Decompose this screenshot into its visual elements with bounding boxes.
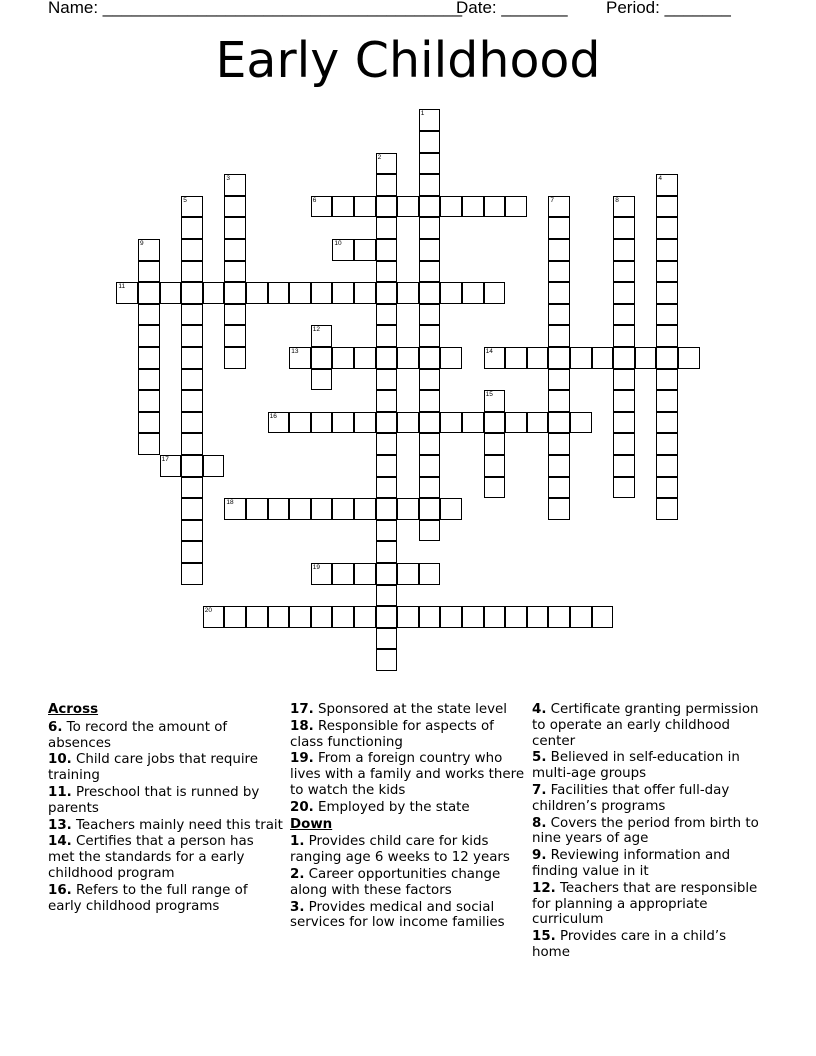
clue-down-12: 12. Teachers that are responsible for planning a appropriate curriculum (532, 880, 758, 928)
crossword-cell[interactable] (505, 412, 527, 434)
crossword-cell[interactable] (138, 325, 160, 347)
crossword-cell[interactable] (224, 304, 246, 326)
crossword-cell[interactable] (419, 412, 441, 434)
crossword-cell[interactable] (181, 477, 203, 499)
crossword-cell[interactable] (289, 282, 311, 304)
crossword-cell[interactable] (181, 369, 203, 391)
crossword-cell[interactable] (354, 347, 376, 369)
crossword-cell[interactable] (419, 217, 441, 239)
crossword-cell[interactable] (181, 390, 203, 412)
crossword-cell[interactable] (138, 433, 160, 455)
crossword-cell[interactable] (376, 585, 398, 607)
crossword-cell[interactable] (376, 304, 398, 326)
crossword-cell[interactable] (505, 196, 527, 218)
crossword-cell[interactable] (570, 606, 592, 628)
crossword-cell[interactable] (246, 282, 268, 304)
crossword-cell[interactable] (440, 196, 462, 218)
crossword-cell[interactable] (656, 477, 678, 499)
crossword-cell[interactable] (613, 412, 635, 434)
crossword-cell[interactable] (138, 390, 160, 412)
crossword-cell[interactable] (548, 217, 570, 239)
clue-across-16: 16. Refers to the full range of early childhood programs (48, 882, 248, 914)
clues-column-3 (532, 702, 768, 962)
clue-number: 19 (312, 564, 321, 571)
clue-number: 5 (183, 196, 187, 204)
crossword-cell[interactable] (181, 563, 203, 585)
crossword-cell[interactable] (224, 606, 246, 628)
crossword-cell[interactable] (376, 261, 398, 283)
period-field-label: Period: _______ (606, 0, 731, 17)
clue-number: 16 (269, 412, 277, 420)
crossword-cell[interactable] (332, 347, 354, 369)
crossword-cell[interactable] (203, 282, 225, 304)
clue-number: 11 (118, 283, 126, 291)
name-field-label: Name: ______________________________________ (48, 0, 463, 17)
crossword-cell[interactable] (332, 606, 354, 628)
crossword-cell[interactable] (440, 282, 462, 304)
crossword-cell[interactable] (419, 498, 441, 520)
crossword-cell[interactable] (268, 498, 290, 520)
crossword-cell[interactable] (419, 455, 441, 477)
crossword-cell[interactable] (376, 347, 398, 369)
crossword-cell[interactable] (419, 433, 441, 455)
crossword-cell[interactable] (376, 477, 398, 499)
clue-across-10: 10. Child care jobs that require training (48, 752, 259, 784)
crossword-cell[interactable] (548, 498, 570, 520)
crossword-cell[interactable] (311, 412, 333, 434)
clue-down-7: 7. Facilities that offer full-day children’s programs (532, 782, 730, 814)
clue-down-1: 1. Provides child care for kids ranging age 6 weeks to 12 years (290, 834, 510, 866)
crossword-cell[interactable] (311, 282, 333, 304)
crossword-cell[interactable] (376, 369, 398, 391)
crossword-cell[interactable] (656, 369, 678, 391)
clue-number: 12 (312, 326, 321, 334)
crossword-cell[interactable] (419, 261, 441, 283)
clue-number: 7 (550, 196, 555, 204)
crossword-cell[interactable] (138, 261, 160, 283)
crossword-cell[interactable] (246, 498, 268, 520)
crossword-cell[interactable] (548, 282, 570, 304)
crossword-cell[interactable] (224, 325, 246, 347)
crossword-cell[interactable] (656, 196, 678, 218)
clue-number: 9 (140, 240, 144, 247)
crossword-cell[interactable] (656, 498, 678, 520)
crossword-cell[interactable] (419, 347, 441, 369)
clue-down-5: 5. Believed in self-education in multi-age groups (532, 750, 740, 782)
crossword-cell[interactable] (505, 347, 527, 369)
crossword-cell[interactable] (376, 433, 398, 455)
crossword-cell[interactable] (397, 606, 419, 628)
crossword-cell[interactable] (138, 239, 160, 261)
crossword-cell[interactable] (181, 261, 203, 283)
crossword-cell[interactable] (656, 412, 678, 434)
crossword-cell[interactable] (613, 261, 635, 283)
crossword-cell[interactable] (419, 304, 441, 326)
crossword-cell[interactable] (419, 153, 441, 175)
clue-number: 4 (658, 175, 663, 183)
crossword-cell[interactable] (570, 412, 592, 434)
crossword-cell[interactable] (678, 347, 700, 369)
crossword-cell[interactable] (419, 477, 441, 499)
crossword-cell[interactable] (397, 282, 419, 304)
crossword-cell[interactable] (484, 196, 506, 218)
crossword-cell[interactable] (181, 282, 203, 304)
crossword-cell[interactable] (289, 606, 311, 628)
clue-number: 13 (291, 348, 299, 355)
crossword-cell[interactable] (354, 498, 376, 520)
crossword-cell[interactable] (224, 347, 246, 369)
crossword-cell[interactable] (160, 455, 182, 477)
crossword-cell[interactable] (397, 412, 419, 434)
crossword-cell[interactable] (268, 412, 290, 434)
crossword-cell[interactable] (332, 196, 354, 218)
crossword-cell[interactable] (484, 606, 506, 628)
crossword-cell[interactable] (311, 498, 333, 520)
crossword-cell[interactable] (656, 282, 678, 304)
crossword-cell[interactable] (289, 347, 311, 369)
crossword-cell[interactable] (397, 563, 419, 585)
crossword-cell[interactable] (419, 390, 441, 412)
crossword-cell[interactable] (138, 282, 160, 304)
clue-across-14: 14. Certifies that a person has met the standards for a early childhood program (48, 834, 254, 881)
crossword-cell[interactable] (527, 606, 549, 628)
crossword-cell[interactable] (656, 325, 678, 347)
crossword-cell[interactable] (181, 217, 203, 239)
crossword-cell[interactable] (484, 455, 506, 477)
crossword-cell[interactable] (419, 369, 441, 391)
crossword-cell[interactable] (376, 498, 398, 520)
clue-down-4: 4. Certificate granting permission to operate an early childhood center (532, 702, 759, 749)
crossword-cell[interactable] (613, 433, 635, 455)
crossword-cell[interactable] (224, 261, 246, 283)
crossword-cell[interactable] (419, 131, 441, 153)
clue-number: 8 (615, 196, 619, 204)
clue-number: 2 (377, 153, 382, 161)
crossword-cell[interactable] (332, 498, 354, 520)
crossword-cell[interactable] (354, 563, 376, 585)
crossword-cell[interactable] (138, 304, 160, 326)
crossword-cell[interactable] (613, 239, 635, 261)
crossword-cell[interactable] (419, 196, 441, 218)
crossword-cell[interactable] (613, 325, 635, 347)
crossword-cell[interactable] (311, 563, 333, 585)
crossword-cell[interactable] (592, 606, 614, 628)
crossword-cell[interactable] (332, 239, 354, 261)
crossword-cell[interactable] (656, 239, 678, 261)
crossword-cell[interactable] (613, 455, 635, 477)
crossword-cell[interactable] (462, 282, 484, 304)
crossword-cell[interactable] (613, 369, 635, 391)
crossword-cell[interactable] (376, 563, 398, 585)
crossword-cell[interactable] (311, 196, 333, 218)
crossword-cell[interactable] (419, 563, 441, 585)
crossword-cell[interactable] (548, 325, 570, 347)
crossword-cell[interactable] (138, 347, 160, 369)
crossword-cell[interactable] (656, 455, 678, 477)
crossword-cell[interactable] (181, 541, 203, 563)
clues-column-2 (290, 702, 526, 932)
crossword-cell[interactable] (613, 477, 635, 499)
clue-down-15: 15. Provides care in a child’s home (532, 929, 727, 960)
clue-across-18: 18. Responsible for aspects of class functioning (290, 718, 494, 750)
crossword-cell[interactable] (397, 347, 419, 369)
clue-number: 17 (161, 456, 169, 463)
crossword-cell[interactable] (419, 325, 441, 347)
crossword-cell[interactable] (289, 412, 311, 434)
crossword-cell[interactable] (527, 412, 549, 434)
clue-across-17: 17. Sponsored at the state level (290, 702, 508, 717)
crossword-cell[interactable] (592, 347, 614, 369)
crossword-cell[interactable] (548, 606, 570, 628)
clue-number: 6 (312, 196, 317, 204)
clue-number: 10 (334, 240, 342, 247)
crossword-cell[interactable] (203, 455, 225, 477)
crossword-cell[interactable] (397, 498, 419, 520)
crossword-cell[interactable] (376, 606, 398, 628)
crossword-cell[interactable] (613, 217, 635, 239)
crossword-cell[interactable] (268, 282, 290, 304)
crossword-cell[interactable] (548, 455, 570, 477)
crossword-cell[interactable] (548, 390, 570, 412)
date-field-label: Date: _______ (456, 0, 568, 17)
clue-number: 14 (485, 348, 493, 355)
crossword-cell[interactable] (181, 325, 203, 347)
crossword-cell[interactable] (613, 304, 635, 326)
crossword-cell[interactable] (548, 369, 570, 391)
crossword-cell[interactable] (505, 606, 527, 628)
clue-across-20: 20. Employed by the state (290, 799, 470, 815)
crossword-cell[interactable] (548, 261, 570, 283)
clue-across-6: 6. To record the amount of absences (48, 719, 228, 751)
crossword-cell[interactable] (613, 282, 635, 304)
crossword-cell[interactable] (635, 347, 657, 369)
crossword-cell[interactable] (376, 239, 398, 261)
crossword-cell[interactable] (656, 217, 678, 239)
clue-down-3: 3. Provides medical and social services for low income families (290, 899, 505, 931)
crossword-cell[interactable] (203, 606, 225, 628)
crossword-cell[interactable] (160, 282, 182, 304)
crossword-cell[interactable] (613, 196, 635, 218)
clues-column-1 (48, 702, 284, 915)
crossword-cell[interactable] (181, 455, 203, 477)
crossword-cell[interactable] (376, 541, 398, 563)
crossword-cell[interactable] (332, 563, 354, 585)
crossword-cell[interactable] (570, 347, 592, 369)
crossword-cell[interactable] (656, 433, 678, 455)
crossword-cell[interactable] (484, 412, 506, 434)
crossword-cell[interactable] (181, 347, 203, 369)
clue-down-2: 2. Career opportunities change along with these factors (290, 866, 501, 898)
crossword-cell[interactable] (181, 412, 203, 434)
crossword-cell[interactable] (440, 347, 462, 369)
crossword-cell[interactable] (311, 606, 333, 628)
crossword-cell[interactable] (376, 520, 398, 542)
crossword-cell[interactable] (376, 455, 398, 477)
crossword-cell[interactable] (376, 649, 398, 671)
crossword-cell[interactable] (613, 390, 635, 412)
crossword-cell[interactable] (224, 217, 246, 239)
crossword-cell[interactable] (656, 174, 678, 196)
crossword-cell[interactable] (224, 174, 246, 196)
crossword-cell[interactable] (656, 304, 678, 326)
clue-number: 20 (204, 607, 213, 615)
crossword-cell[interactable] (656, 347, 678, 369)
crossword-cell[interactable] (181, 433, 203, 455)
crossword-cell[interactable] (376, 196, 398, 218)
crossword-cell[interactable] (376, 412, 398, 434)
crossword-cell[interactable] (484, 433, 506, 455)
crossword-cell[interactable] (246, 606, 268, 628)
crossword-cell[interactable] (332, 282, 354, 304)
crossword-cell[interactable] (419, 282, 441, 304)
crossword-cell[interactable] (116, 282, 138, 304)
crossword-cell[interactable] (376, 628, 398, 650)
crossword-cell[interactable] (548, 304, 570, 326)
crossword-cell[interactable] (181, 239, 203, 261)
crossword-cell[interactable] (224, 282, 246, 304)
crossword-cell[interactable] (419, 174, 441, 196)
crossword-cell[interactable] (181, 196, 203, 218)
crossword-cell[interactable] (548, 239, 570, 261)
clue-across-13: 13. Teachers mainly need this trait (48, 817, 283, 833)
clue-number: 15 (485, 391, 493, 399)
crossword-cell[interactable] (613, 347, 635, 369)
crossword-cell[interactable] (268, 606, 290, 628)
crossword-cell[interactable] (376, 217, 398, 239)
crossword-cell[interactable] (311, 347, 333, 369)
crossword-cell[interactable] (419, 606, 441, 628)
clue-across-11: 11. Preschool that is runned by parents (48, 784, 260, 816)
crossword-cell[interactable] (462, 412, 484, 434)
crossword-cell[interactable] (289, 498, 311, 520)
crossword-cell[interactable] (376, 282, 398, 304)
crossword-cell[interactable] (548, 196, 570, 218)
crossword-cell[interactable] (332, 412, 354, 434)
crossword-cell[interactable] (181, 520, 203, 542)
crossword-cell[interactable] (224, 196, 246, 218)
across-heading: Across (48, 702, 99, 717)
crossword-cell[interactable] (354, 412, 376, 434)
crossword-cell[interactable] (548, 477, 570, 499)
crossword-cell[interactable] (138, 369, 160, 391)
crossword-cell[interactable] (376, 390, 398, 412)
crossword-cell[interactable] (419, 239, 441, 261)
crossword-cell[interactable] (484, 282, 506, 304)
crossword-cell[interactable] (440, 412, 462, 434)
crossword-cell[interactable] (462, 606, 484, 628)
crossword-cell[interactable] (656, 261, 678, 283)
crossword-cell[interactable] (376, 174, 398, 196)
clue-across-19: 19. From a foreign country who lives with a family and works there to watch the kids (290, 751, 525, 798)
crossword-cell[interactable] (138, 412, 160, 434)
clue-number: 18 (226, 499, 234, 507)
crossword-cell[interactable] (354, 606, 376, 628)
crossword-cell[interactable] (397, 196, 419, 218)
crossword-cell[interactable] (548, 347, 570, 369)
crossword-cell[interactable] (376, 153, 398, 175)
down-heading: Down (290, 816, 333, 832)
crossword-cell[interactable] (311, 325, 333, 347)
crossword-cell[interactable] (462, 196, 484, 218)
crossword-cell[interactable] (419, 109, 441, 131)
crossword-cell[interactable] (311, 369, 333, 391)
crossword-cell[interactable] (224, 498, 246, 520)
crossword-cell[interactable] (376, 325, 398, 347)
crossword-cell[interactable] (484, 477, 506, 499)
clue-number: 3 (226, 175, 231, 183)
crossword-cell[interactable] (181, 498, 203, 520)
clue-down-9: 9. Reviewing information and finding value in it (532, 848, 731, 879)
crossword-cell[interactable] (440, 498, 462, 520)
crossword-cell[interactable] (181, 304, 203, 326)
crossword-cell[interactable] (354, 239, 376, 261)
crossword-cell[interactable] (354, 282, 376, 304)
crossword-cell[interactable] (548, 412, 570, 434)
crossword-cell[interactable] (484, 347, 506, 369)
clue-down-8: 8. Covers the period from birth to nine years of age (532, 815, 759, 847)
page-title: Early Childhood (215, 32, 601, 89)
crossword-cell[interactable] (354, 196, 376, 218)
crossword-cell[interactable] (656, 390, 678, 412)
crossword-cell[interactable] (419, 520, 441, 542)
crossword-cell[interactable] (548, 433, 570, 455)
crossword-cell[interactable] (224, 239, 246, 261)
clue-number: 1 (420, 110, 425, 118)
crossword-cell[interactable] (527, 347, 549, 369)
crossword-cell[interactable] (440, 606, 462, 628)
crossword-cell[interactable] (484, 390, 506, 412)
